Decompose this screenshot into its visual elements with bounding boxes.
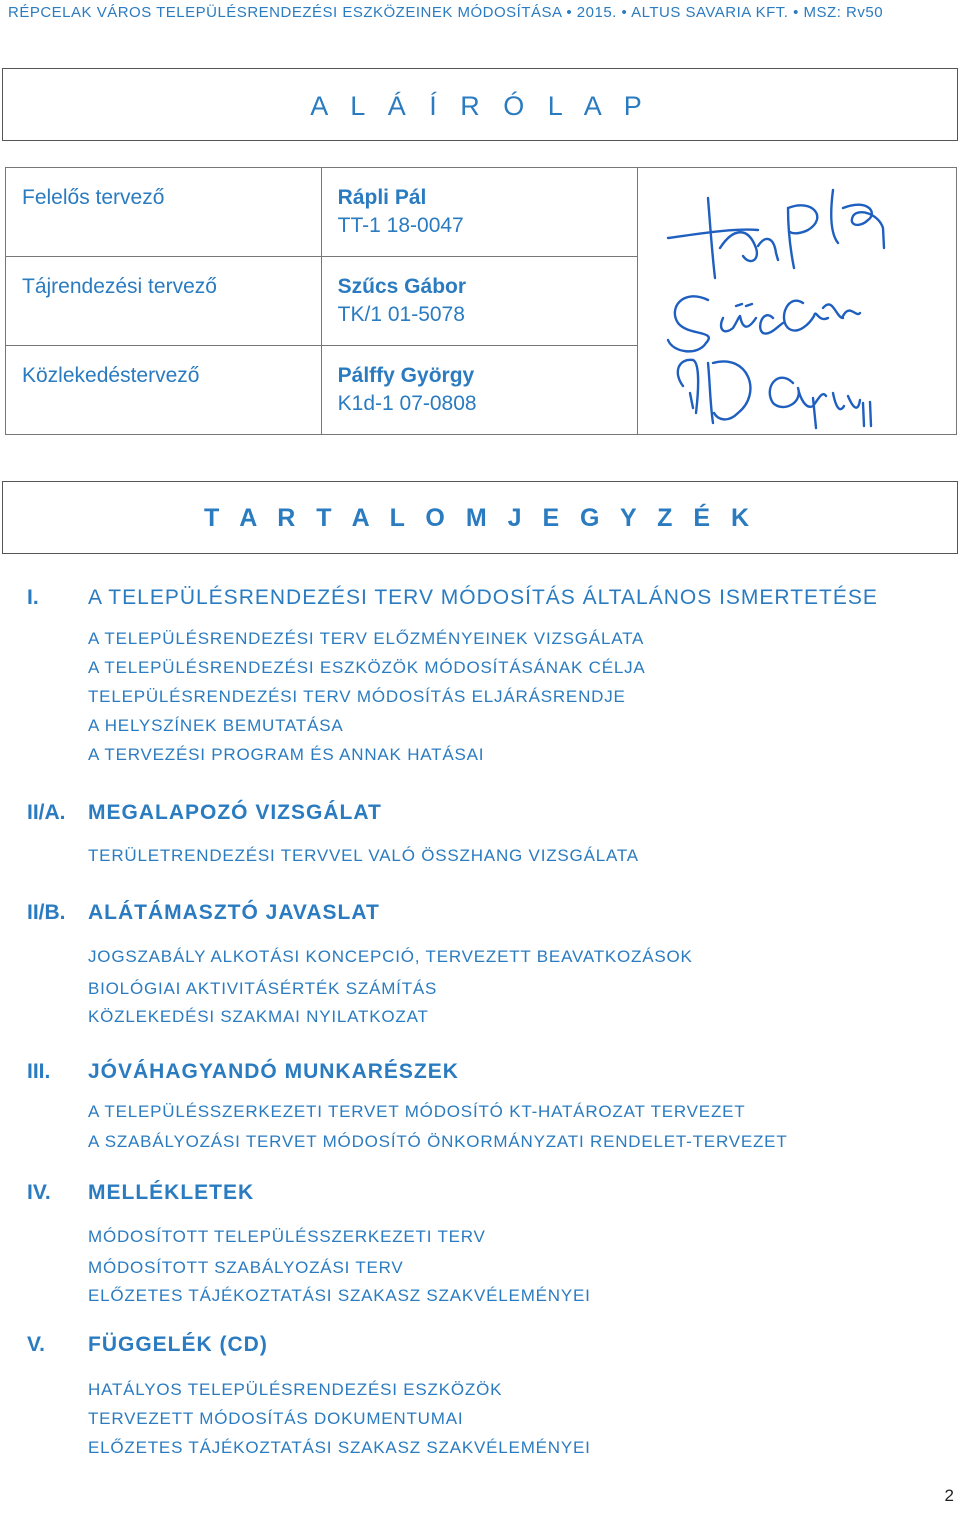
toc-item: BIOLÓGIAI AKTIVITÁSÉRTÉK SZÁMÍTÁS xyxy=(88,979,438,998)
designer-cell xyxy=(321,257,638,346)
handwritten-signatures xyxy=(638,168,956,434)
toc-item: A TERVEZÉSI PROGRAM ÉS ANNAK HATÁSAI xyxy=(88,745,485,764)
section-number: IV. xyxy=(27,1181,51,1204)
signature-cell xyxy=(638,168,957,435)
toc-item: A TELEPÜLÉSRENDEZÉSI TERV ELŐZMÉNYEINEK VIZSGÁLATA xyxy=(88,629,645,648)
toc-title: T A R T A L O M J E G Y Z É K xyxy=(203,504,757,532)
toc-item: ELŐZETES TÁJÉKOZTATÁSI SZAKASZ SZAKVÉLEMÉNYEI xyxy=(88,1438,591,1457)
toc-item: TERVEZETT MÓDOSÍTÁS DOKUMENTUMAI xyxy=(88,1409,464,1428)
section-title: A TELEPÜLÉSRENDEZÉSI TERV MÓDOSÍTÁS ÁLTALÁNOS ISMERTETÉSE xyxy=(88,586,878,609)
role-cell xyxy=(6,257,322,346)
section-title: MEGALAPOZÓ VIZSGÁLAT xyxy=(88,801,382,824)
designer-cell xyxy=(321,346,638,435)
signature-page-title-box xyxy=(2,68,958,141)
toc-item: TELEPÜLÉSRENDEZÉSI TERV MÓDOSÍTÁS ELJÁRÁSRENDJE xyxy=(88,687,626,706)
role-cell xyxy=(6,346,322,435)
role-cell xyxy=(6,168,322,257)
signature-row xyxy=(6,168,957,257)
toc-item: A TELEPÜLÉSSZERKEZETI TERVET MÓDOSÍTÓ KT-HATÁROZAT TERVEZET xyxy=(88,1102,746,1121)
toc-item: JOGSZABÁLY ALKOTÁSI KONCEPCIÓ, TERVEZETT BEAVATKOZÁSOK xyxy=(88,947,693,966)
toc-item: TERÜLETRENDEZÉSI TERVVEL VALÓ ÖSSZHANG VIZSGÁLATA xyxy=(88,846,639,865)
toc-item: HATÁLYOS TELEPÜLÉSRENDEZÉSI ESZKÖZÖK xyxy=(88,1380,503,1399)
designer-cell xyxy=(321,168,638,257)
section-number: II/A. xyxy=(27,801,66,824)
section-title: MELLÉKLETEK xyxy=(88,1181,255,1204)
designer-name: Rápli Pál xyxy=(337,186,427,209)
license-number: TK/1 01-5078 xyxy=(337,303,465,326)
toc-item: ELŐZETES TÁJÉKOZTATÁSI SZAKASZ SZAKVÉLEMÉNYEI xyxy=(88,1286,591,1305)
signature-page-title: A L Á Í R Ó L A P xyxy=(310,91,650,121)
section-title: ALÁTÁMASZTÓ JAVASLAT xyxy=(88,901,380,924)
document-header: RÉPCELAK VÁROS TELEPÜLÉSRENDEZÉSI ESZKÖZEINEK MÓDOSÍTÁSA • 2015. • ALTUS SAVARIA KFT. • MSZ: Rv50 xyxy=(8,4,884,21)
section-number: II/B. xyxy=(27,901,66,924)
designer-name: Pálffy György xyxy=(337,364,475,387)
designer-name: Szűcs Gábor xyxy=(337,275,467,298)
section-number: I. xyxy=(27,586,39,609)
license-number: K1d-1 07-0808 xyxy=(337,392,477,415)
section-title: FÜGGELÉK (CD) xyxy=(88,1333,268,1356)
section-number: V. xyxy=(27,1333,45,1356)
section-title: JÓVÁHAGYANDÓ MUNKARÉSZEK xyxy=(88,1060,459,1083)
role-label: Közlekedéstervező xyxy=(22,364,200,387)
role-label: Felelős tervező xyxy=(22,186,165,209)
toc-item: A HELYSZÍNEK BEMUTATÁSA xyxy=(88,716,344,735)
license-number: TT-1 18-0047 xyxy=(337,214,464,237)
signature-table xyxy=(5,167,957,435)
toc-item: KÖZLEKEDÉSI SZAKMAI NYILATKOZAT xyxy=(88,1007,429,1026)
page-number: 2 xyxy=(944,1486,954,1505)
toc-item: A SZABÁLYOZÁSI TERVET MÓDOSÍTÓ ÖNKORMÁNYZATI RENDELET-TERVEZET xyxy=(88,1132,788,1151)
toc-item: MÓDOSÍTOTT TELEPÜLÉSSZERKEZETI TERV xyxy=(88,1227,486,1246)
toc-title-box xyxy=(2,481,958,554)
toc-item: A TELEPÜLÉSRENDEZÉSI ESZKÖZÖK MÓDOSÍTÁSÁNAK CÉLJA xyxy=(88,658,646,677)
section-number: III. xyxy=(27,1060,51,1083)
toc-item: MÓDOSÍTOTT SZABÁLYOZÁSI TERV xyxy=(88,1258,404,1277)
role-label: Tájrendezési tervező xyxy=(22,275,217,298)
